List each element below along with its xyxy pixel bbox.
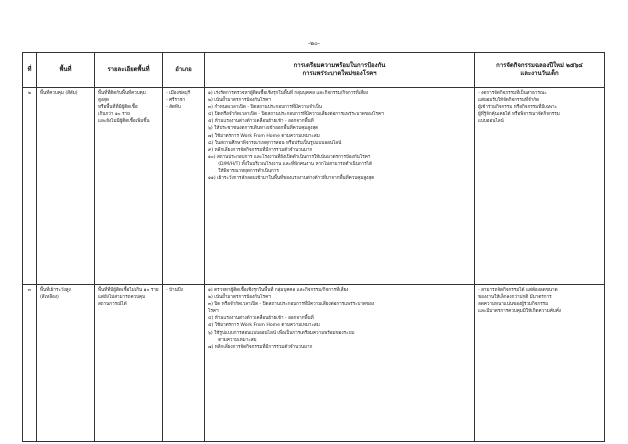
cell-preparation-line: ๑) ตรวจหาผู้ติดเชื้อเชิงรุกในพื้นที่ กลุ่มบุคคล และกิจกรรม/กิจการที่เสี่ยง xyxy=(208,288,349,293)
cell-preparation-line: โรคฯ xyxy=(208,309,219,315)
cell-district xyxy=(163,285,205,442)
header-activity xyxy=(475,53,605,88)
header-area: พื้นที่ xyxy=(37,53,95,88)
header-no: ที่ xyxy=(23,53,37,88)
header-activity-line-2: และงานวันเด็ก xyxy=(520,70,559,77)
cell-detail-line: สูงสุด xyxy=(98,98,109,104)
cell-activity-line: ผู้เข้าร่วมกิจกรรม หรือกิจกรรมที่มีเฉพาะ xyxy=(478,105,558,111)
page-number: -๒๐- xyxy=(308,40,320,47)
cell-no: ๒ xyxy=(23,88,37,285)
table-row xyxy=(23,88,605,285)
cell-preparation-line: ๖) ใช้รูปแบบการสอนแบบออนไลน์ เพื่อเป็นการเตรียมความพร้อมของระบบ xyxy=(208,330,355,336)
measures-table xyxy=(22,52,605,442)
cell-activity-line: - งดการจัดกิจกรรมที่เป็นสาธารณะ xyxy=(478,91,547,96)
cell-preparation-line: ๕) ใช้มาตรการ Work From Home ตามความเหมาะสม xyxy=(208,323,320,329)
cell-detail-line: พื้นที่ที่ติดกับพื้นที่ควบคุม xyxy=(98,91,146,96)
table-row xyxy=(23,285,605,442)
cell-preparation-line: ๙) หลีกเลี่ยงการจัดกิจกรรมที่มีการรวมตัวจำนวนมาก xyxy=(208,147,313,153)
cell-preparation-line: ตามความเหมาะสม xyxy=(208,337,257,343)
cell-preparation-line: ๒) เน้นย้ำมาตรการป้องกันโรคฯ xyxy=(208,295,271,301)
cell-preparation-line: ๓) ปิด หรือจำกัดเวลาเปิด - ปิดสถานประกอบการที่มีความเสี่ยงต่อการแพร่ระบาดของ xyxy=(208,302,375,308)
cell-activity-line: ลดความหนาแน่นของผู้ร่วมกิจกรรม xyxy=(478,302,549,308)
cell-preparation-line: ๓) กำหนดเวลาเปิด - ปิดสถานประกอบการที่มีความจำเป็น xyxy=(208,105,323,111)
cell-area-line: (สีเหลือง) xyxy=(40,295,59,301)
cell-detail-line: และยังไม่มีผู้ติดเชื้อเพิ่มขึ้น xyxy=(98,119,150,125)
header-detail: รายละเอียดพื้นที่ xyxy=(95,53,163,88)
cell-preparation-line: ๑) เร่งรัดการตรวจหาผู้ติดเชื้อเชิงรุกในพื้นที่ กลุ่มบุคคล และกิจกรรม/กิจการที่เสี่ยง xyxy=(208,91,368,96)
cell-district xyxy=(163,88,205,285)
cell-preparation-line: ให้พิจารณาหยุดการดำเนินการ xyxy=(208,169,279,175)
header-preparation-line-1: การเตรียมความพร้อมในการป้องกัน xyxy=(293,61,386,69)
cell-preparation-line: ๗) ใช้มาตรการ Work From Home ตามความเหมาะสม xyxy=(208,133,320,139)
cell-no: ๓ xyxy=(23,285,37,442)
cell-activity xyxy=(475,88,605,285)
cell-preparation-line: ๗) หลีกเลี่ยงการจัดกิจกรรมที่มีการรวมตัวจำนวนมาก xyxy=(208,344,313,350)
cell-preparation xyxy=(205,88,475,285)
cell-area xyxy=(37,88,95,285)
cell-preparation-line: (D/M/H/T) ทั้งในบริเวณโรงงาน และที่พักคนงาน หากไม่สามารถดำเนินการได้ xyxy=(208,161,372,167)
cell-district-line: - สัตหีบ xyxy=(166,105,181,111)
header-preparation-line-2: การแพร่ระบาดใหม่ของโรคฯ xyxy=(302,70,377,77)
cell-activity-line: แบบออนไลน์ xyxy=(478,119,504,125)
cell-district-line: - เมืองชลบุรี xyxy=(166,91,191,96)
cell-activity-line: และมีมาตรการควบคุมมิให้เกิดความคับคั่ง xyxy=(478,309,562,315)
cell-area-line: พื้นที่เฝ้าระวังสูง xyxy=(40,288,71,293)
cell-preparation-line: ๔) ห้ามแรงงานต่างด้าวเคลื่อนย้ายเข้า - ออกจากพื้นที่ xyxy=(208,316,314,322)
cell-activity-line: - สามารถจัดกิจกรรมได้ แต่ต้องลดขนาด xyxy=(478,288,558,293)
cell-activity xyxy=(475,285,605,442)
table-header-row xyxy=(23,53,605,88)
cell-preparation-line: ๒) เน้นย้ำมาตรการป้องกันโรคฯ xyxy=(208,98,271,104)
cell-detail-line: สถานการณ์ได้ xyxy=(98,302,127,308)
cell-area-line: พื้นที่ควบคุม (สีส้ม) xyxy=(40,91,78,96)
cell-district-line: - บ้านบึง xyxy=(166,288,183,293)
cell-preparation-line: ๕) ห้ามแรงงานต่างด้าวเคลื่อนย้ายเข้า - ออกจากพื้นที่ xyxy=(208,119,314,125)
cell-preparation xyxy=(205,285,475,442)
cell-preparation-line: ๖) ให้ประชาชนงดการเดินทางเข้าออกพื้นที่ควบคุมสูงสุด xyxy=(208,126,319,132)
header-activity-line-1: การจัดกิจกรรมฉลองปีใหม่ ๒๕๖๔ xyxy=(496,61,583,69)
cell-detail xyxy=(95,285,163,442)
cell-district-line: - ศรีราชา xyxy=(166,98,186,104)
cell-preparation-line: ๔) ปิดหรือจำกัดเวลาเปิด - ปิดสถานประกอบการที่มีความเสี่ยงต่อการแพร่ระบาดของโรคฯ xyxy=(208,112,384,118)
cell-detail-line: เกินกว่า ๑๐ ราย xyxy=(98,112,130,118)
header-preparation xyxy=(205,53,475,88)
cell-preparation-line: ๑๑) เฝ้าระวังการลักลอบเข้ามาในพื้นที่ของแรงงานต่างด้าวที่มาจากพื้นที่ควบคุมสูงสุด xyxy=(208,176,375,182)
cell-detail-line: แต่ยังไม่สามารถควบคุม xyxy=(98,295,146,301)
cell-activity-line: ผู้ที่รู้จักคุ้นเคยได้ หรือพิจารณาจัดกิจกรรม xyxy=(478,112,560,118)
cell-activity-line: แต่ยอมรับให้จัดกิจกรรมที่จำกัด xyxy=(478,98,540,104)
cell-detail-line: พื้นที่ที่มีผู้ติดเชื้อไม่เกิน ๑๐ ราย xyxy=(98,288,159,293)
cell-detail-line: หรือพื้นที่ที่มีผู้ติดเชื้อ xyxy=(98,105,138,111)
cell-area xyxy=(37,285,95,442)
header-district: อำเภอ xyxy=(163,53,205,88)
cell-preparation-line: ๑๐) สถานประกอบการ และโรงงานที่ยังเปิดดำเนินการให้เน้นมาตรการป้องกันโรคฯ xyxy=(208,154,371,160)
cell-activity-line: ของงานให้เล็กลงกว่าปกติ มีมาตรการ xyxy=(478,295,552,301)
cell-preparation-line: ๘) ในสถานศึกษาพิจารณาเหตุการสอน หรือปรับเป็นรูปแบบออนไลน์ xyxy=(208,140,342,146)
cell-detail xyxy=(95,88,163,285)
